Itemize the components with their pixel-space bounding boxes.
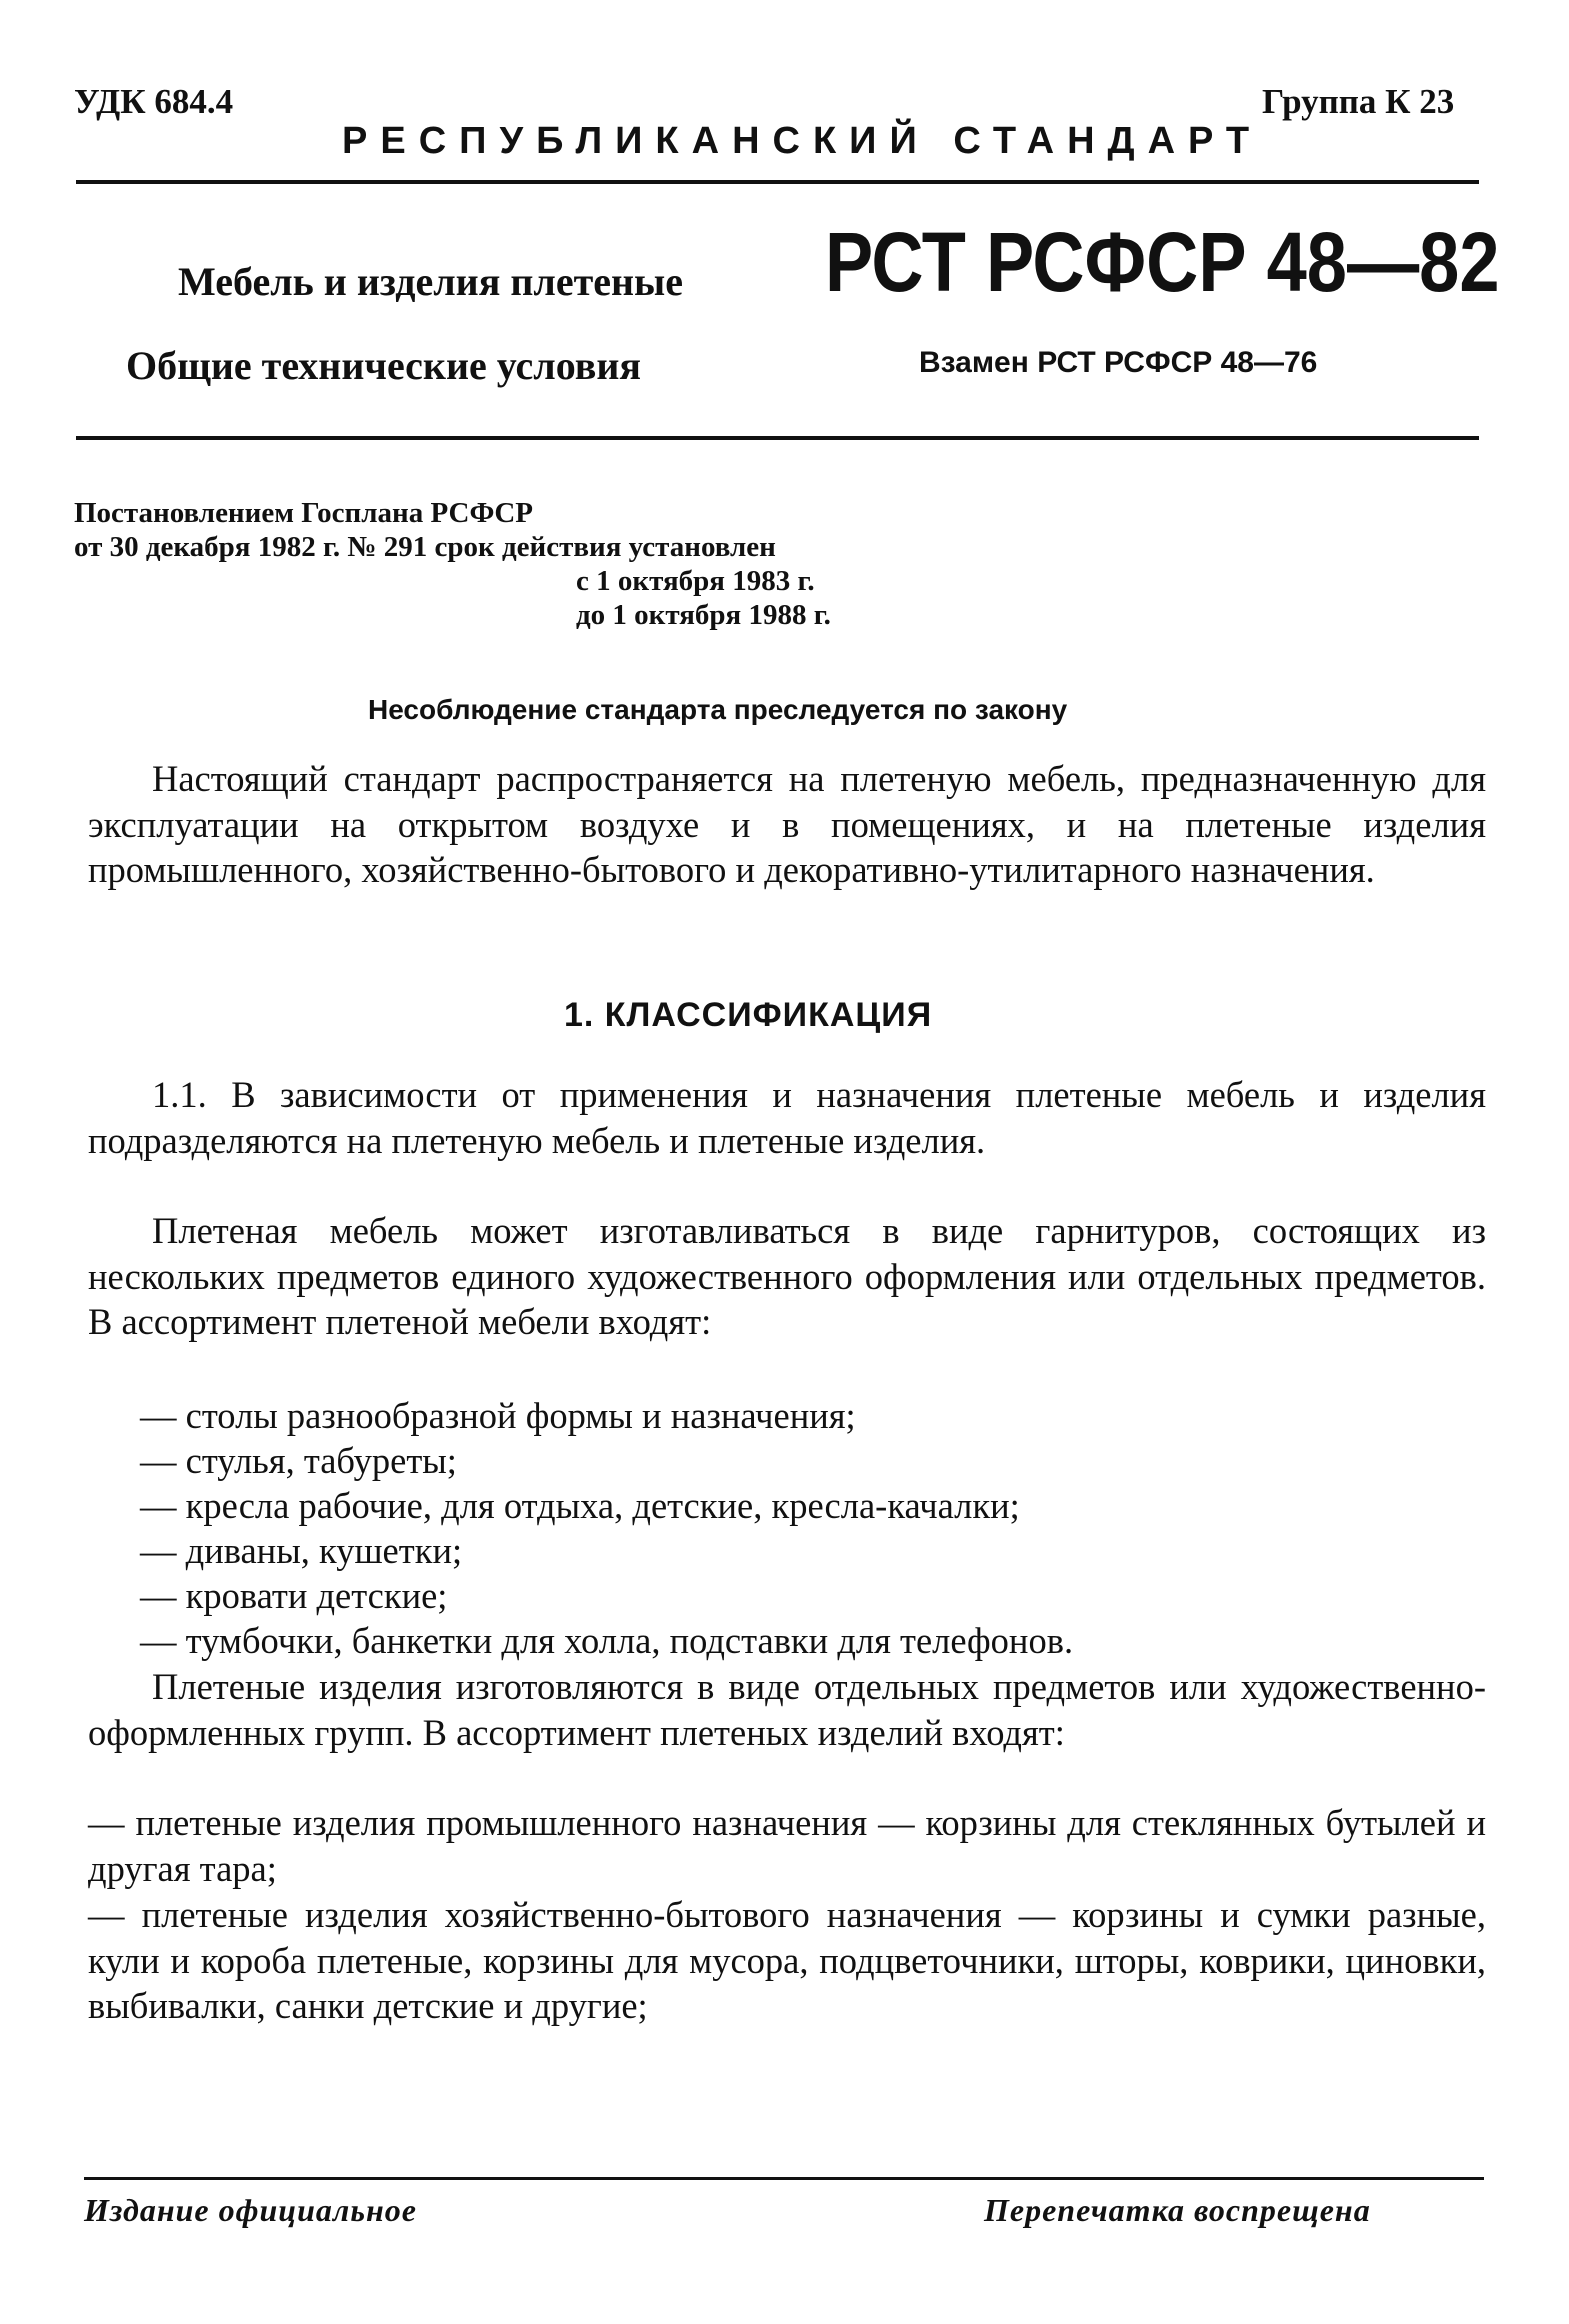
header-rule: [76, 180, 1479, 184]
standard-name: Мебель и изделия плетеные: [178, 259, 684, 304]
decree-line-4: до 1 октября 1988 г.: [576, 599, 831, 631]
list-item: [88, 1892, 1486, 2029]
list-item: — тумбочки, банкетки для холла, подставки для телефонов.: [140, 1620, 1074, 1661]
group-code: Группа К 23: [1262, 82, 1455, 121]
list-item-text: — плетеные изделия промышленного назначения — корзины для стеклянных бутылей и другая тара;: [88, 1802, 1486, 1889]
list-item: — кровати детские;: [140, 1575, 448, 1616]
intro-text: Настоящий стандарт распространяется на плетеную мебель, предназначенную для эксплуатации на открытом воздухе и в помещениях, и на плетеные изделия промышленного, хозяйственно-бытового и декоративно-утилитарного назначения.: [88, 758, 1486, 890]
wicker-paragraph: [88, 1664, 1486, 1755]
official-edition-note: Издание официальное: [84, 2192, 417, 2228]
standard-code: РСТ РСФСР 48—82: [825, 215, 1500, 309]
section-heading: 1. КЛАССИФИКАЦИЯ: [564, 996, 933, 1034]
decree-line-2: от 30 декабря 1982 г. № 291 срок действия установлен: [74, 531, 776, 563]
intro-paragraph: [88, 756, 1486, 893]
title-rule: [76, 436, 1479, 440]
reprint-prohibited-note: Перепечатка воспрещена: [984, 2192, 1371, 2228]
furniture-paragraph: [88, 1208, 1486, 1345]
list-item: — стулья, табуреты;: [140, 1440, 457, 1481]
furniture-paragraph-text: Плетеная мебель может изготавливаться в виде гарнитуров, состоящих из нескольких предметов единого художественного оформления или отдельных предметов. В ассортимент плетеной мебели входят:: [88, 1210, 1486, 1342]
clause-1-1: [88, 1072, 1486, 1163]
decree-line-1: Постановлением Госплана РСФСР: [74, 497, 534, 529]
udc-code: УДК 684.4: [74, 82, 234, 121]
list-item: — диваны, кушетки;: [140, 1530, 463, 1571]
standard-banner: РЕСПУБЛИКАНСКИЙ СТАНДАРТ: [342, 120, 1263, 162]
list-item: — столы разнообразной формы и назначения;: [140, 1395, 856, 1436]
list-item-text: — плетеные изделия хозяйственно-бытового назначения — корзины и сумки разные, кули и короба плетеные, корзины для мусора, подцветочники, шторы, коврики, циновки, выбивалки, санки детские и другие;: [88, 1894, 1486, 2026]
standard-subtitle: Общие технические условия: [126, 343, 642, 388]
wicker-paragraph-text: Плетеные изделия изготовляются в виде отдельных предметов или художественно-оформленных групп. В ассортимент плетеных изделий входят:: [88, 1666, 1486, 1753]
footer-rule: [84, 2177, 1484, 2180]
clause-1-1-text: 1.1. В зависимости от применения и назначения плетеные мебель и изделия подразделяются на плетеную мебель и плетеные изделия.: [88, 1074, 1486, 1161]
list-item: — кресла рабочие, для отдыха, детские, кресла-качалки;: [140, 1485, 1020, 1526]
decree-line-3: с 1 октября 1983 г.: [576, 565, 815, 597]
replaces-note: Взамен РСТ РСФСР 48—76: [919, 346, 1318, 379]
legal-notice: Несоблюдение стандарта преследуется по закону: [368, 694, 1068, 725]
list-item: [88, 1800, 1486, 1891]
